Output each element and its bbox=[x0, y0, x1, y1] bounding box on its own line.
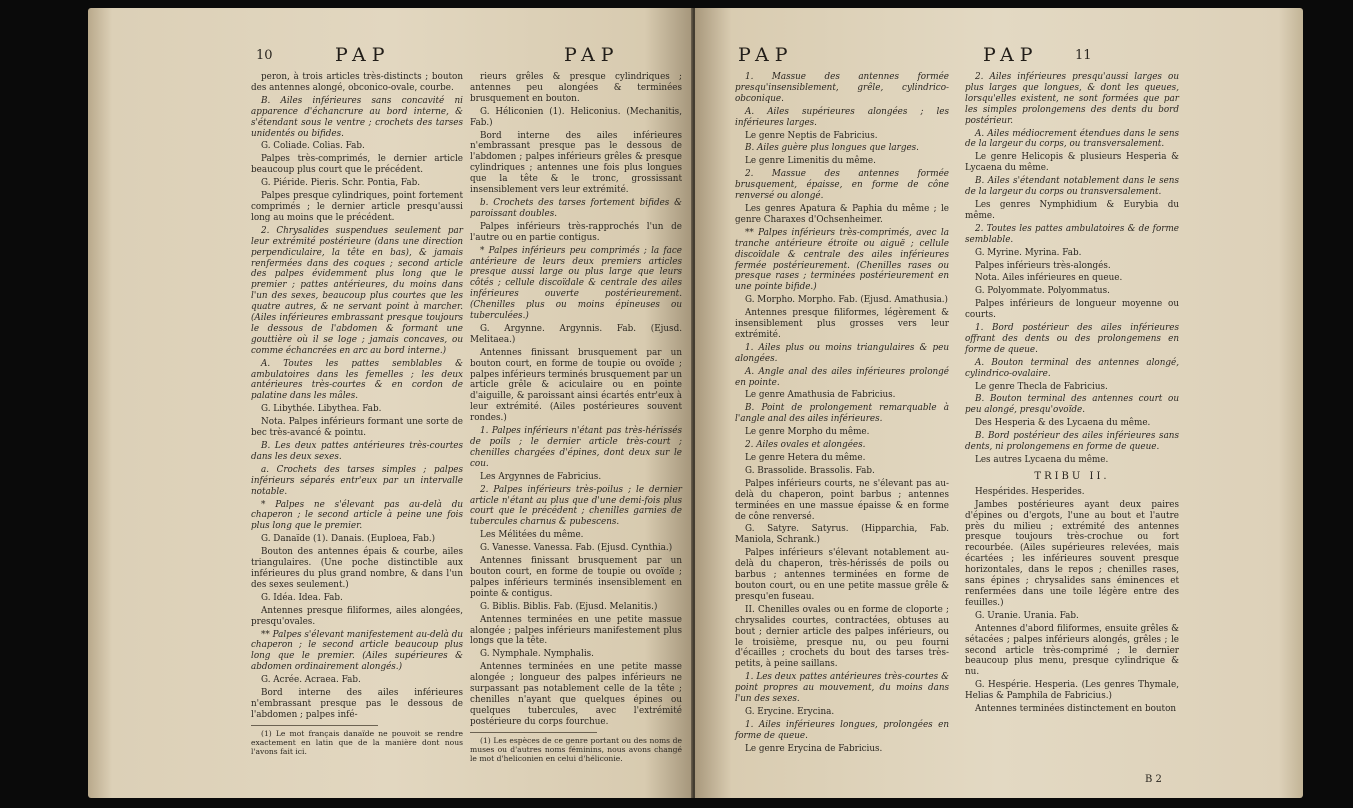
left-column-1 bbox=[251, 72, 463, 758]
paragraph: G. Hespérie. Hesperia. (Les genres Thymale, Helias & Pamphila de Fabricius.) bbox=[965, 680, 1179, 702]
paragraph: G. Satyre. Satyrus. (Hipparchia, Fab. Maniola, Schrank.) bbox=[735, 524, 949, 546]
paragraph: Le genre Limenitis du même. bbox=[745, 156, 876, 167]
paragraph: Antennes presque filiformes, ailes alongées, presqu'ovales. bbox=[251, 605, 463, 627]
right-column-1 bbox=[735, 72, 949, 757]
paragraph: rieurs grêles & presque cylindriques ; antennes peu alongées & terminées brusquement en bouton. bbox=[470, 72, 682, 104]
left-page bbox=[88, 8, 693, 798]
paragraph: Nota. Palpes inférieurs formant une sorte de bec très-avancé & pointu. bbox=[251, 417, 463, 439]
paragraph: B. Bouton terminal des antennes court ou peu alongé, presqu'ovoïde. bbox=[965, 394, 1179, 416]
paragraph: Des Hesperia & des Lycaena du même. bbox=[975, 418, 1151, 429]
paragraph: Antennes terminées en une petite massue alongée ; palpes inférieurs manifestement plus longs que la tête. bbox=[470, 614, 682, 647]
paragraph: Palpes inférieurs très-alongés. bbox=[975, 260, 1111, 271]
page-number: 11 bbox=[1075, 48, 1092, 63]
paragraph: G. Vanesse. Vanessa. Fab. (Ejusd. Cynthia.) bbox=[480, 543, 673, 554]
paragraph: G. Libythée. Libythea. Fab. bbox=[261, 404, 382, 415]
paragraph: peron, à trois articles très-distincts ; bouton des antennes alongé, obconico-ovale, courbe. bbox=[251, 72, 463, 93]
paragraph: Les Mélitées du même. bbox=[480, 530, 584, 541]
paragraph: Les autres Lycaena du même. bbox=[975, 455, 1109, 465]
paragraph: G. Piéride. Pieris. Schr. Pontia, Fab. bbox=[261, 178, 421, 189]
paragraph: G. Erycine. Erycina. bbox=[745, 706, 835, 717]
paragraph: Le genre Neptis de Fabricius. bbox=[745, 130, 878, 141]
paragraph: 2. Palpes inférieurs très-poilus ; le dernier article n'étant au plus que d'une demi-fois plus court que le précédent ; chenilles garnies de tubercules charnus & pubescens. bbox=[470, 484, 682, 528]
paragraph: Le genre Hetera du même. bbox=[745, 453, 866, 463]
paragraph: Antennes terminées en une petite masse alongée ; longueur des palpes inférieurs ne surpassant pas notablement celle de la tête ; chenilles n'ayant que quelques épines ou quelques tubercules, avec l'extrémité postérieure du corps fourchue. bbox=[470, 662, 682, 727]
paragraph: 1. Les deux pattes antérieures très-courtes & point propres au mouvement, du moins dans l'un des sexes. bbox=[735, 672, 949, 705]
paragraph: Bord interne des ailes inférieures n'embrassant presque pas le dessous de l'abdomen ; palpes inférieurs grêles & presque cylindriques ; antennes une fois plus longues que la tête & le tronc, grossissant insensiblement vers leur extrémité. bbox=[470, 130, 682, 196]
paragraph: Palpes inférieurs très-rapprochés l'un de l'autre ou en partie contigus. bbox=[470, 221, 682, 243]
paragraph: G. Polyommate. Polyommatus. bbox=[975, 286, 1110, 297]
paragraph: Jambes postérieures ayant deux paires d'épines ou d'ergots, l'une au bout et l'autre près du milieu ; extrémité des antennes presque toujours très-crochue ou fort recourbée. (Ailes supérieures relevées, mais écartées ; les inférieures souvent presque horizontales, dans le repos ; chenilles rases, sans épines ; chrysalides sans éminences et renfermées dans une toile légère entre des feuilles.) bbox=[965, 499, 1179, 608]
paragraph: B. Bord postérieur des ailes inférieures sans dents, ni prolongemens en forme de queue. bbox=[965, 431, 1179, 453]
paragraph: Palpes presque cylindriques, point fortement comprimés ; le dernier article presqu'aussi long au moins que le précédent. bbox=[251, 191, 463, 223]
signature-mark: B 2 bbox=[1145, 774, 1162, 785]
paragraph: B. Ailes inférieures sans concavité ni apparence d'échancrure au bord interne, & s'étendant sous le ventre ; crochets des tarses unidentés ou bifides. bbox=[251, 95, 463, 139]
paragraph: B. Ailes guère plus longues que larges. bbox=[745, 143, 919, 154]
paragraph: Palpes très-comprimés, le dernier article beaucoup plus court que le précédent. bbox=[251, 154, 463, 176]
footnote: (1) Les espèces de ce genre portant ou des noms de muses ou d'autres noms féminins, nous avons changé le mot d'heliconien en celui d'héliconie. bbox=[470, 735, 682, 763]
paragraph: a. Crochets des tarses simples ; palpes inférieurs séparés entr'eux par un intervalle notable. bbox=[251, 464, 463, 497]
paragraph: Antennes terminées distinctement en bouton bbox=[975, 704, 1177, 715]
paragraph: Les Argynnes de Fabricius. bbox=[480, 471, 602, 482]
paragraph: G. Coliade. Colias. Fab. bbox=[261, 141, 365, 152]
paragraph: Le genre Amathusia de Fabricius. bbox=[745, 390, 896, 401]
paragraph: II. Chenilles ovales ou en forme de cloporte ; chrysalides courtes, contractées, obtuses au bout ; dernier article des palpes inférieurs, ou le troisième, presque nu, ou peu fourni d'écailles ; crochets du bout des tarses très-petits, à peine saillans. bbox=[735, 604, 949, 670]
paragraph: B. Ailes s'étendant notablement dans le sens de la largeur du corps ou transversalement. bbox=[965, 176, 1179, 198]
paragraph: A. Toutes les pattes semblables & ambulatoires dans les femelles ; les deux antérieures très-courtes & en cordon de palatine dans les mâles. bbox=[251, 358, 463, 402]
paragraph: B. Les deux pattes antérieures très-courtes dans les deux sexes. bbox=[251, 441, 463, 462]
paragraph: 2. Chrysalides suspendues seulement par leur extrémité postérieure (dans une direction perpendiculaire, la tête en bas), & jamais renfermées dans des coques ; second article des palpes évidemment plus long que le premier ; pattes antérieures, du moins dans l'un des sexes, beaucoup plus courtes que les quatre autres, & ne servant point à marcher. (Ailes inférieures embrassant presque toujours le dessous de l'abdomen & formant une gouttière où il se loge ; jamais concaves, ou comme échancrées en arc au bord interne.) bbox=[251, 225, 463, 356]
paragraph: Les genres Apatura & Paphia du même ; le genre Charaxes d'Ochsenheimer. bbox=[735, 203, 949, 225]
paragraph: Les genres Nymphidium & Eurybia du même. bbox=[965, 199, 1179, 221]
running-head-left: PAP bbox=[738, 44, 794, 66]
paragraph: Le genre Morpho du même. bbox=[745, 427, 870, 438]
paragraph: A. Bouton terminal des antennes alongé, cylindrico-ovalaire. bbox=[965, 357, 1179, 379]
paragraph: ** Palpes s'élevant manifestement au-delà du chaperon ; le second article beaucoup plus long que le premier. (Ailes supérieures & abdomen ordinairement alongés.) bbox=[251, 629, 463, 673]
paragraph: b. Crochets des tarses fortement bifides & paroissant doubles. bbox=[470, 197, 682, 219]
paragraph: Antennes finissant brusquement par un bouton court, en forme de toupie ou ovoïde ; palpes inférieurs terminés brusquement par un article grêle & aciculaire ou en pointe d'aiguille, & paroissant ainsi écartés entr'eux à leur extrémité. (Ailes postérieures souvent rondes.) bbox=[470, 347, 682, 424]
paragraph: G. Acrée. Acraea. Fab. bbox=[261, 675, 361, 686]
paragraph: G. Biblis. Biblis. Fab. (Ejusd. Melanitis.) bbox=[480, 601, 658, 612]
paragraph: Bord interne des ailes inférieures n'embrassant presque pas le dessous de l'abdomen ; palpes infé- bbox=[251, 688, 463, 720]
paragraph: G. Danaïde (1). Danais. (Euploea, Fab.) bbox=[261, 534, 436, 545]
right-column-2 bbox=[965, 72, 1179, 717]
page-number: 10 bbox=[256, 48, 273, 63]
paragraph: * Palpes ne s'élevant pas au-delà du chaperon ; le second article à peine une fois plus long que le premier. bbox=[251, 499, 463, 532]
open-book bbox=[88, 8, 1303, 798]
paragraph: Hespérides. Hesperides. bbox=[975, 486, 1085, 497]
paragraph: Palpes inférieurs s'élevant notablement au-delà du chaperon, très-hérissés de poils ou barbus ; antennes terminées en forme de bouton court, ou en une petite massue grêle & presqu'en fuseau. bbox=[735, 548, 949, 602]
paragraph: Nota. Ailes inférieures en queue. bbox=[975, 273, 1123, 284]
running-head-right: PAP bbox=[983, 44, 1039, 66]
paragraph: 2. Ailes ovales et alongées. bbox=[745, 440, 866, 451]
running-head-right: PAP bbox=[564, 44, 620, 66]
paragraph: Antennes finissant brusquement par un bouton court, en forme de toupie ou ovoïde ; palpes inférieurs terminés insensiblement en pointe & contigus. bbox=[470, 556, 682, 599]
paragraph: Le genre Thecla de Fabricius. bbox=[975, 381, 1108, 392]
paragraph: Le genre Helicopis & plusieurs Hesperia & Lycaena du même. bbox=[965, 152, 1179, 174]
paragraph: 2. Massue des antennes formée brusquement, épaisse, en forme de cône renversé ou alongé. bbox=[735, 169, 949, 202]
right-page bbox=[695, 8, 1303, 798]
paragraph: A. Angle anal des ailes inférieures prolongé en pointe. bbox=[735, 366, 949, 388]
paragraph: G. Brassolide. Brassolis. Fab. bbox=[745, 465, 875, 476]
paragraph: 1. Bord postérieur des ailes inférieures offrant des dents ou des prolongemens en forme de queue. bbox=[965, 323, 1179, 355]
left-column-2 bbox=[470, 72, 682, 765]
paragraph: G. Argynne. Argynnis. Fab. (Ejusd. Melitaea.) bbox=[470, 323, 682, 345]
paragraph: Antennes d'abord filiformes, ensuite grêles & sétacées ; palpes inférieurs alongés, grêles ; le second article très-comprimé ; le dernier beaucoup plus menu, presque cylindrique & nu. bbox=[965, 623, 1179, 678]
footnote-rule bbox=[470, 732, 597, 733]
footnote-rule bbox=[251, 725, 378, 726]
paragraph: ** Palpes inférieurs très-comprimés, avec la tranche antérieure étroite ou aiguë ; cellule discoïdale & centrale des ailes inférieures fermée postérieurement. (Chenilles rases ou presque rases ; terminées postérieurement en une pointe bifide.) bbox=[735, 227, 949, 293]
paragraph: G. Nymphale. Nymphalis. bbox=[480, 649, 594, 660]
paragraph: Le genre Erycina de Fabricius. bbox=[745, 743, 883, 754]
paragraph: G. Uranie. Urania. Fab. bbox=[975, 610, 1079, 621]
paragraph: 1. Massue des antennes formée presqu'insensiblement, grêle, cylindrico-obconique. bbox=[735, 72, 949, 104]
paragraph: 1. Palpes inférieurs n'étant pas très-hérissés de poils ; le dernier article très-court ; chenilles chargées d'épines, dont deux sur le cou. bbox=[470, 426, 682, 469]
tribe-heading: TRIBU II. bbox=[1034, 470, 1110, 482]
paragraph: G. Héliconien (1). Heliconius. (Mechanitis, Fab.) bbox=[470, 106, 682, 128]
paragraph: Palpes inférieurs de longueur moyenne ou courts. bbox=[965, 299, 1179, 321]
paragraph: 1. Ailes plus ou moins triangulaires & peu alongées. bbox=[735, 342, 949, 364]
paragraph: 2. Ailes inférieures presqu'aussi larges ou plus larges que longues, & dont les queues, lorsqu'elles existent, ne sont formées que par les simples prolongemens des dents du bord postérieur. bbox=[965, 72, 1179, 126]
paragraph: A. Ailes supérieures alongées ; les inférieures larges. bbox=[735, 106, 949, 128]
footnote: (1) Le mot français danaïde ne pouvoit se rendre exactement en latin que de la manière dont nous l'avons fait ici. bbox=[251, 728, 463, 756]
paragraph: G. Myrine. Myrina. Fab. bbox=[975, 247, 1082, 258]
paragraph: * Palpes inférieurs peu comprimés ; la face antérieure de leurs deux premiers articles presque aussi large ou plus large que leurs côtés ; cellule discoïdale & centrale des ailes inférieures ouverte postérieurement. (Chenilles plus ou moins épineuses ou tuberculées.) bbox=[470, 245, 682, 322]
paragraph: 1. Ailes inférieures longues, prolongées en forme de queue. bbox=[735, 719, 949, 741]
paragraph: Antennes presque filiformes, légèrement & insensiblement plus grosses vers leur extrémité. bbox=[735, 308, 949, 340]
paragraph: 2. Toutes les pattes ambulatoires & de forme semblable. bbox=[965, 223, 1179, 245]
paragraph: G. Morpho. Morpho. Fab. (Ejusd. Amathusia.) bbox=[745, 295, 948, 306]
paragraph: Palpes inférieurs courts, ne s'élevant pas au-delà du chaperon, point barbus ; antennes terminées en une massue épaisse & en forme de cône renversé. bbox=[735, 478, 949, 522]
running-head-left: PAP bbox=[335, 44, 391, 66]
paragraph: B. Point de prolongement remarquable à l'angle anal des ailes inférieures. bbox=[735, 403, 949, 425]
paragraph: Bouton des antennes épais & courbe, ailes triangulaires. (Une poche distinctible aux inférieures du plus grand nombre, & dans l'un des sexes seulement.) bbox=[251, 547, 463, 590]
paragraph: A. Ailes médiocrement étendues dans le sens de la largeur du corps, ou transversalement. bbox=[965, 128, 1179, 150]
paragraph: G. Idéa. Idea. Fab. bbox=[261, 592, 343, 603]
